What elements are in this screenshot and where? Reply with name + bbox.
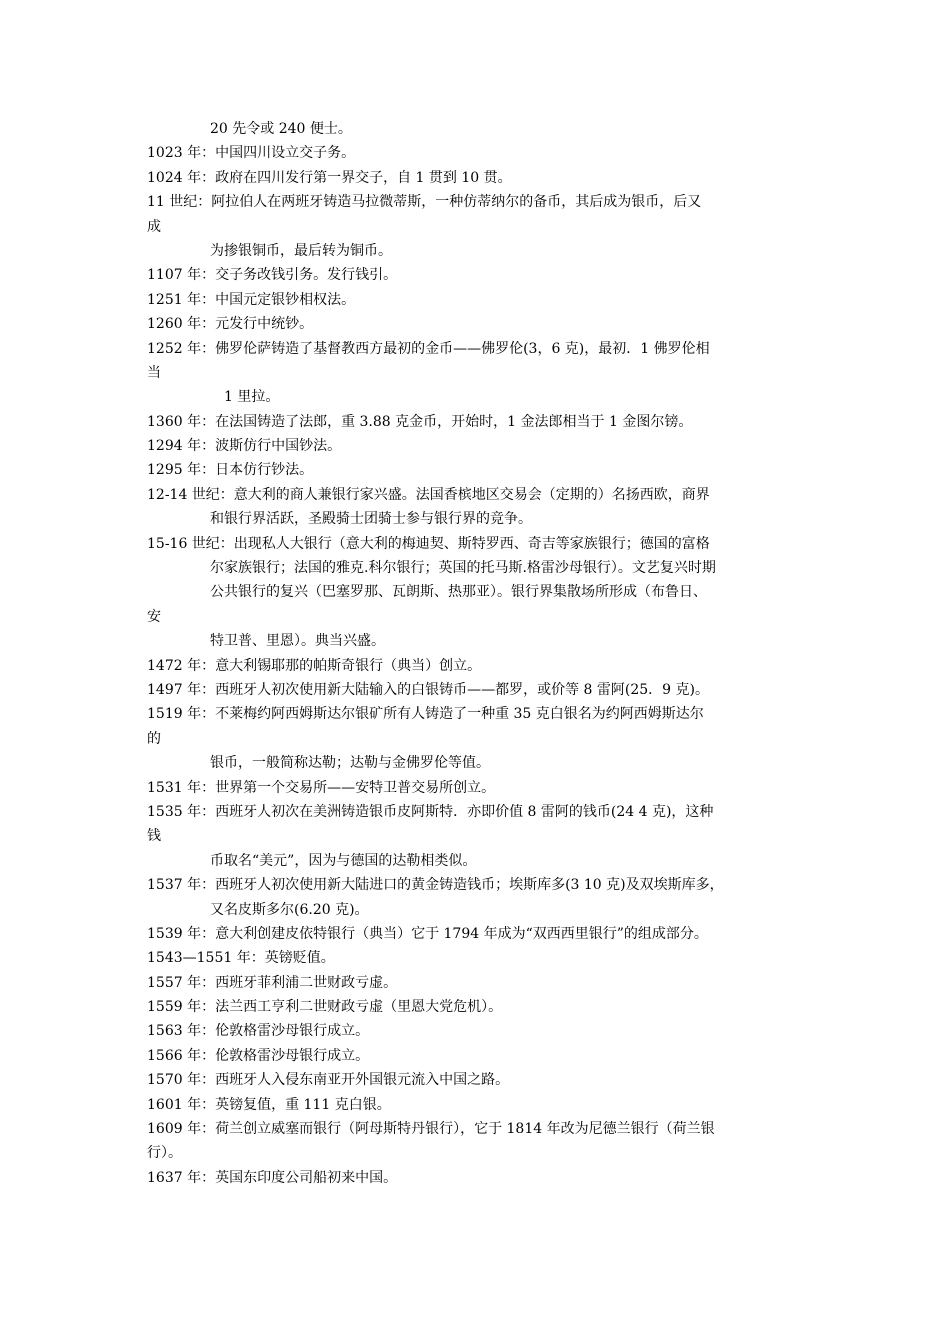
- text-line: 1360 年：在法国铸造了法郎，重 3.88 克金币，开始时，1 金法郎相当于 1 金图尔镑。: [147, 413, 693, 430]
- text-line: 安: [147, 608, 161, 625]
- text-line: 20 先令或 240 便士。: [210, 121, 352, 137]
- text-line: 1566 年：伦敦格雷沙母银行成立。: [147, 1047, 370, 1064]
- text-line: 11 世纪：阿拉伯人在两班牙铸造马拉微蒂斯，一种仿蒂纳尔的备币，其后成为银币，后又: [147, 194, 702, 211]
- text-line: 1535 年：西班牙人初次在美洲铸造银币皮阿斯特．亦即价值 8 雷阿的钱币(24 4 克)，这种: [147, 803, 714, 820]
- text-line: 和银行界活跃，圣殿骑士团骑士参与银行界的竞争。: [210, 511, 532, 528]
- text-line: 为掺银铜币，最后转为铜币。: [210, 242, 392, 259]
- text-line: 公共银行的复兴（巴塞罗那、瓦朗斯、热那亚）。银行界集散场所形成（布鲁日、: [210, 584, 707, 601]
- text-line: 1563 年：伦敦格雷沙母银行成立。: [147, 1023, 370, 1040]
- text-line: 1539 年：意大利创建皮依特银行（典当）它于 1794 年成为“双西西里银行”的组成部分。: [147, 925, 708, 942]
- text-line: 1637 年：英国东印度公司船初来中国。: [147, 1169, 398, 1186]
- text-line: 特卫普、里恩）。典当兴盛。: [210, 633, 385, 650]
- text-line: 1537 年：西班牙人初次使用新大陆进口的黄金铸造钱币；埃斯库多(3 10 克)及双埃斯库多，: [147, 877, 724, 894]
- text-line: 的: [147, 730, 161, 747]
- text-line: 1559 年：法兰西工亨利二世财政亏虚（里恩大党危机）。: [147, 999, 503, 1016]
- text-line: 1294 年：波斯仿行中国钞法。: [147, 438, 342, 455]
- text-line: 1024 年：政府在四川发行第一界交子，自 1 贯到 10 贯。: [147, 169, 512, 186]
- text-line: 1260 年：元发行中统钞。: [147, 316, 314, 333]
- text-line: 1519 年：不莱梅约阿西姆斯达尔银矿所有人铸造了一种重 35 克白银名为约阿西姆斯达尔: [147, 706, 704, 723]
- text-line: 15-16 世纪：出现私人大银行（意大利的梅迪契、斯特罗西、奇吉等家族银行；德国的富格: [147, 535, 710, 552]
- text-line: 成: [147, 218, 161, 235]
- text-line: 1543—1551 年：英镑贬值。: [147, 950, 335, 967]
- text-line: 钱: [147, 828, 161, 845]
- text-line: 银币，一般简称达勒；达勒与金佛罗伦等值。: [210, 755, 490, 772]
- text-line: 1472 年：意大利锡耶那的帕斯奇银行（典当）创立。: [147, 657, 482, 674]
- text-line: 1 里拉。: [224, 389, 280, 406]
- text-line: 1251 年：中国元定银钞相权法。: [147, 291, 356, 308]
- text-line: 又名皮斯多尔(6.20 克)。: [210, 901, 369, 918]
- text-line: 1557 年：西班牙菲利浦二世财政亏虚。: [147, 974, 398, 991]
- text-line: 1023 年：中国四川设立交子务。: [147, 145, 356, 162]
- text-line: 1295 年：日本仿行钞法。: [147, 462, 314, 479]
- document-body: [147, 117, 809, 1190]
- text-line: 1601 年：英镑复值，重 111 克白银。: [147, 1096, 391, 1113]
- text-line: 1252 年：佛罗伦萨铸造了基督教西方最初的金币——佛罗伦(3，6 克)，最初．1 佛罗伦相: [147, 340, 710, 357]
- text-line: 1570 年：西班牙人入侵东南亚开外国银元流入中国之路。: [147, 1072, 510, 1089]
- text-line: 行）。: [147, 1145, 182, 1162]
- text-line: 1497 年：西班牙人初次使用新大陆输入的白银铸币——都罗，或价等 8 雷阿(25．9 克)。: [147, 681, 709, 698]
- text-line: 1609 年：荷兰创立威塞而银行（阿母斯特丹银行），它于 1814 年改为尼德兰银行（荷兰银: [147, 1121, 715, 1138]
- text-line: 尔家族银行；法国的雅克.科尔银行；英国的托马斯.格雷沙母银行）。文艺复兴时期: [210, 560, 716, 577]
- text-line: 12-14 世纪：意大利的商人兼银行家兴盛。法国香槟地区交易会（定期的）名扬西欧，商界: [147, 486, 710, 503]
- text-line: 1107 年：交子务改钱引务。发行钱引。: [147, 267, 398, 284]
- text-line: 1531 年：世界第一个交易所——安特卫普交易所创立。: [147, 779, 496, 796]
- text-line: 当: [147, 364, 161, 381]
- text-line: 币取名“美元”，因为与德国的达勒相类似。: [210, 852, 477, 869]
